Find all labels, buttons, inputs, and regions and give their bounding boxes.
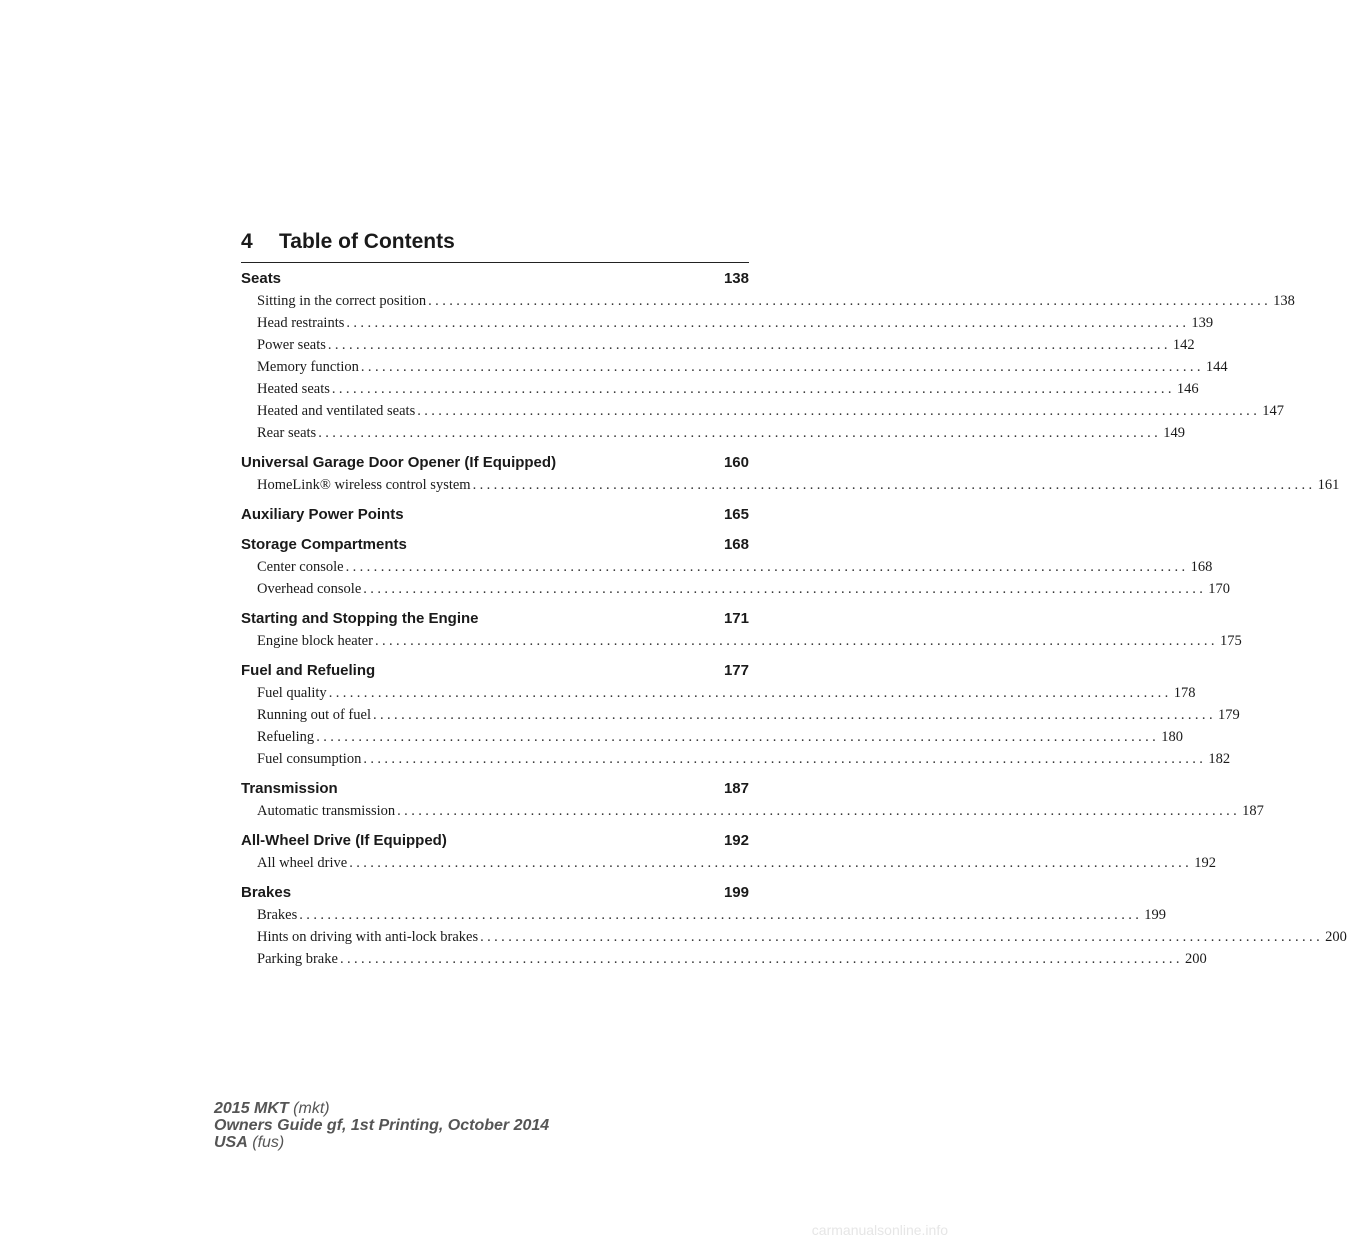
toc-entry[interactable] (241, 726, 1183, 748)
section-title: Brakes (241, 884, 292, 901)
footer-region-code: (fus) (252, 1134, 285, 1151)
toc-entry[interactable] (241, 290, 1295, 312)
toc-entry[interactable] (241, 378, 1199, 400)
toc-entry[interactable] (241, 630, 1242, 652)
entry-label: Fuel consumption (257, 751, 362, 767)
toc-section-heading[interactable] (241, 452, 749, 474)
page-number: 4 (241, 230, 253, 253)
section-page: 192 (723, 832, 749, 849)
entry-page: 179 (1217, 707, 1240, 723)
dot-leader: ........................................................................................................................ (360, 359, 1204, 375)
entry-page: 168 (1190, 559, 1213, 575)
footer-edition: Owners Guide gf, 1st Printing, October 2014 (214, 1117, 550, 1134)
entry-label: Brakes (257, 907, 298, 923)
entry-page: 170 (1208, 581, 1231, 597)
entry-label: Sitting in the correct position (257, 293, 427, 309)
dot-leader: ........................................................................................................................ (472, 477, 1316, 493)
entry-page: 175 (1219, 633, 1242, 649)
toc-entry[interactable] (241, 800, 1264, 822)
entry-page: 146 (1176, 381, 1199, 397)
section-page: 138 (723, 270, 749, 287)
dot-leader: ........................................................................................................................ (428, 293, 1272, 309)
toc-entry[interactable] (241, 400, 1284, 422)
section-title: Universal Garage Door Opener (If Equipped) (241, 454, 557, 471)
entry-page: 192 (1194, 855, 1216, 871)
entry-label: HomeLink® wireless control system (257, 477, 471, 493)
page-header (241, 228, 749, 263)
table-of-contents (241, 268, 1347, 978)
entry-page: 147 (1262, 403, 1284, 419)
section-title: All-Wheel Drive (If Equipped) (241, 832, 447, 849)
dot-leader: ........................................................................................................................ (327, 337, 1171, 353)
toc-entry[interactable] (241, 422, 1185, 444)
toc-section (241, 778, 1264, 830)
entry-page: 200 (1184, 951, 1207, 967)
dot-leader: ........................................................................................................................ (346, 315, 1190, 331)
entry-label: Heated and ventilated seats (257, 403, 416, 419)
dot-leader: ........................................................................................................................ (480, 929, 1324, 945)
dot-leader: ........................................................................................................................ (339, 951, 1183, 967)
dot-leader: ........................................................................................................................ (363, 581, 1207, 597)
dot-leader: ........................................................................................................................ (417, 403, 1261, 419)
toc-entry[interactable] (241, 578, 1231, 600)
section-title: Starting and Stopping the Engine (241, 610, 479, 627)
entry-page: 187 (1242, 803, 1264, 819)
entry-label: Rear seats (257, 425, 317, 441)
section-title: Fuel and Refueling (241, 662, 376, 679)
entry-page: 138 (1273, 293, 1295, 309)
entry-page: 144 (1205, 359, 1228, 375)
toc-entry[interactable] (241, 926, 1347, 948)
watermark: carmanualsonline.info (811, 1222, 948, 1238)
footer-model: 2015 MKT (214, 1100, 289, 1117)
dot-leader: ........................................................................................................................ (316, 729, 1160, 745)
entry-label: Heated seats (257, 381, 330, 397)
section-title: Storage Compartments (241, 536, 407, 553)
entry-label: Hints on driving with anti-lock brakes (257, 929, 479, 945)
toc-section-heading[interactable] (241, 830, 749, 852)
toc-entry[interactable] (241, 948, 1207, 970)
entry-page: 139 (1191, 315, 1214, 331)
toc-section (241, 534, 1231, 608)
toc-entry[interactable] (241, 474, 1340, 496)
entry-label: Parking brake (257, 951, 338, 967)
toc-section-heading[interactable] (241, 268, 749, 290)
dot-leader: ........................................................................................................................ (328, 685, 1172, 701)
toc-section-heading[interactable] (241, 608, 749, 630)
entry-page: 182 (1208, 751, 1231, 767)
entry-label: Fuel quality (257, 685, 327, 701)
entry-label: Overhead console (257, 581, 362, 597)
toc-entry[interactable] (241, 334, 1195, 356)
toc-section (241, 268, 1295, 452)
toc-section-heading[interactable] (241, 534, 749, 556)
entry-label: Memory function (257, 359, 359, 375)
entry-label: Head restraints (257, 315, 345, 331)
entry-label: Refueling (257, 729, 315, 745)
dot-leader: ........................................................................................................................ (363, 751, 1207, 767)
toc-entry[interactable] (241, 852, 1216, 874)
section-page: 199 (723, 884, 749, 901)
footer-region: USA (214, 1134, 248, 1151)
toc-entry[interactable] (241, 682, 1196, 704)
toc-entry[interactable] (241, 312, 1214, 334)
entry-label: Automatic transmission (257, 803, 396, 819)
entry-label: Engine block heater (257, 633, 373, 649)
dot-leader: ........................................................................................................................ (372, 707, 1216, 723)
entry-page: 199 (1144, 907, 1167, 923)
toc-section-heading[interactable] (241, 504, 749, 526)
entry-label: Center console (257, 559, 344, 575)
toc-section (241, 882, 1347, 978)
dot-leader: ........................................................................................................................ (374, 633, 1218, 649)
toc-entry[interactable] (241, 904, 1167, 926)
section-title: Auxiliary Power Points (241, 506, 404, 523)
toc-section-heading[interactable] (241, 660, 749, 682)
section-title: Seats (241, 270, 282, 287)
section-page: 187 (723, 780, 749, 797)
section-page: 160 (723, 454, 749, 471)
toc-section (241, 830, 1216, 882)
toc-section (241, 660, 1240, 778)
toc-section (241, 608, 1242, 660)
page-title: Table of Contents (279, 230, 455, 253)
entry-label: All wheel drive (257, 855, 348, 871)
section-page: 171 (723, 610, 749, 627)
dot-leader: ........................................................................................................................ (349, 855, 1193, 871)
toc-entry[interactable] (241, 556, 1213, 578)
toc-entry[interactable] (241, 356, 1228, 378)
dot-leader: ........................................................................................................................ (331, 381, 1175, 397)
entry-label: Power seats (257, 337, 326, 353)
toc-section (241, 504, 749, 534)
entry-page: 161 (1317, 477, 1340, 493)
footer-model-code: (mkt) (293, 1100, 330, 1117)
section-page: 165 (723, 506, 749, 523)
entry-page: 180 (1161, 729, 1183, 745)
print-footer (214, 1100, 549, 1151)
toc-entry[interactable] (241, 748, 1231, 770)
toc-entry[interactable] (241, 704, 1240, 726)
entry-page: 178 (1173, 685, 1196, 701)
entry-page: 200 (1325, 929, 1347, 945)
toc-section (241, 452, 1340, 504)
toc-section-heading[interactable] (241, 778, 749, 800)
entry-page: 142 (1172, 337, 1195, 353)
section-page: 177 (723, 662, 749, 679)
entry-label: Running out of fuel (257, 707, 371, 723)
section-page: 168 (723, 536, 749, 553)
entry-page: 149 (1163, 425, 1185, 441)
dot-leader: ........................................................................................................................ (318, 425, 1162, 441)
toc-section-heading[interactable] (241, 882, 749, 904)
dot-leader: ........................................................................................................................ (299, 907, 1143, 923)
section-title: Transmission (241, 780, 338, 797)
dot-leader: ........................................................................................................................ (345, 559, 1189, 575)
dot-leader: ........................................................................................................................ (397, 803, 1241, 819)
